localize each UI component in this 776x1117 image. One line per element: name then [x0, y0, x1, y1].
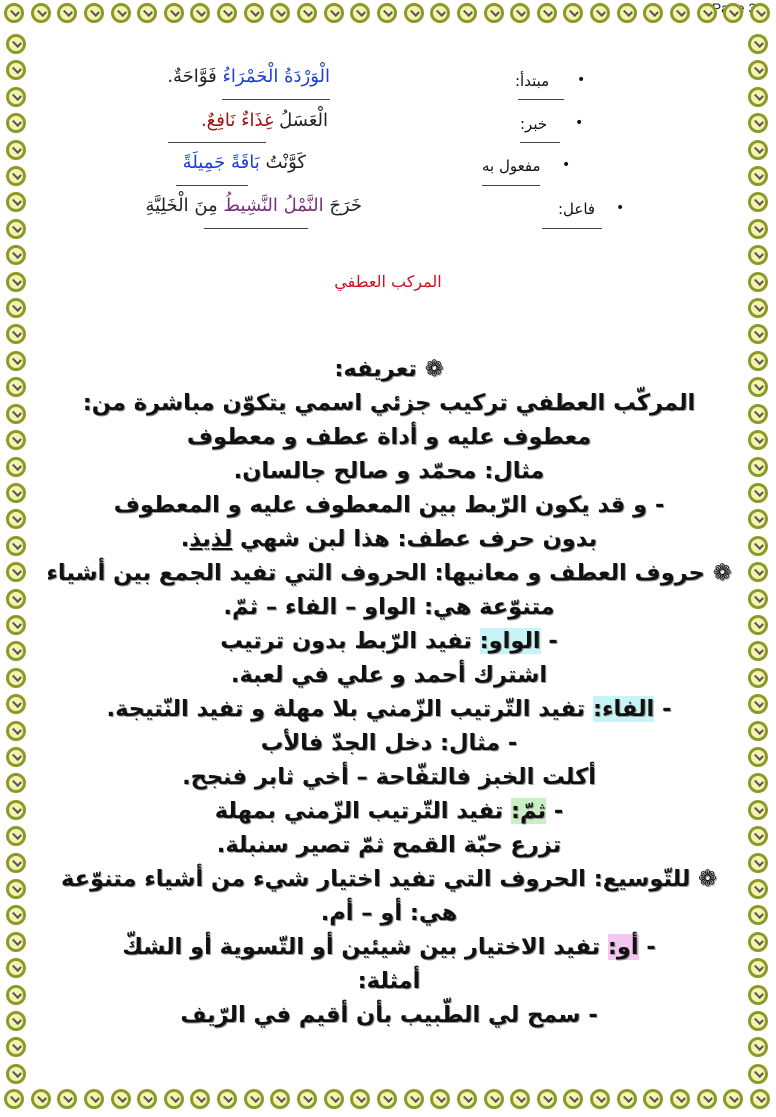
- border-ring-icon: [57, 1089, 77, 1109]
- border-ring-icon: [6, 430, 26, 450]
- border-ring-icon: [6, 192, 26, 212]
- border-ring-icon: [748, 457, 768, 477]
- border-ring-icon: [748, 800, 768, 820]
- border-ring-icon: [6, 166, 26, 186]
- highlighted-phrase: بَاقَةً جَمِيلَةً: [182, 152, 260, 173]
- examples-label: أمثلة:: [357, 968, 421, 994]
- border-ring-icon: [377, 3, 397, 23]
- border-ring-icon: [6, 1011, 26, 1031]
- border-ring-icon: [4, 1089, 24, 1109]
- underline: [222, 99, 330, 100]
- border-right: [748, 34, 774, 1084]
- highlighted-phrase: غِذَاءٌ نَافِعٌ.: [200, 110, 274, 131]
- example-sentence: [176, 152, 306, 173]
- border-ring-icon: [617, 1089, 637, 1109]
- example-label: فاعل:: [558, 200, 596, 218]
- border-ring-icon: [31, 1089, 51, 1109]
- border-ring-icon: [6, 905, 26, 925]
- thumma-line: - ثمّ: تفيد التّرتيب الزّمني بمهلة: [214, 798, 564, 824]
- border-ring-icon: [6, 298, 26, 318]
- border-ring-icon: [748, 351, 768, 371]
- border-ring-icon: [6, 747, 26, 767]
- border-ring-icon: [190, 3, 210, 23]
- border-ring-icon: [6, 1037, 26, 1057]
- border-ring-icon: [6, 324, 26, 344]
- border-ring-icon: [748, 483, 768, 503]
- section-title: المركب العطفي: [334, 272, 442, 291]
- border-ring-icon: [723, 1089, 743, 1109]
- example-label: خبر:: [520, 115, 548, 133]
- border-ring-icon: [748, 562, 768, 582]
- border-ring-icon: [6, 483, 26, 503]
- sentence-rest: فَوَّاحَةٌ.: [167, 66, 223, 87]
- note-line: - و قد يكون الرّبط بين المعطوف عليه و المعطوف: [113, 492, 665, 518]
- underline: [168, 142, 266, 143]
- border-ring-icon: [590, 3, 610, 23]
- border-ring-icon: [430, 1089, 450, 1109]
- highlighted-phrase: النَّمْلُ النَّشِيطُ: [223, 195, 324, 216]
- border-ring-icon: [270, 1089, 290, 1109]
- waw-line: - الواو: تفيد الرّبط بدون ترتيب: [220, 628, 558, 654]
- border-ring-icon: [84, 3, 104, 23]
- bullet-icon: •: [616, 200, 625, 216]
- underline: [520, 142, 560, 143]
- border-ring-icon: [457, 1089, 477, 1109]
- border-ring-icon: [111, 1089, 131, 1109]
- border-ring-icon: [164, 1089, 184, 1109]
- border-ring-icon: [137, 1089, 157, 1109]
- border-ring-icon: [748, 60, 768, 80]
- border-bottom: [4, 1089, 770, 1115]
- border-ring-icon: [723, 3, 743, 23]
- border-ring-icon: [244, 3, 264, 23]
- border-ring-icon: [748, 615, 768, 635]
- border-ring-icon: [6, 562, 26, 582]
- border-ring-icon: [217, 3, 237, 23]
- border-ring-icon: [748, 509, 768, 529]
- border-ring-icon: [748, 430, 768, 450]
- sentence-plain: الْعَسَلُ: [273, 110, 328, 131]
- border-ring-icon: [270, 3, 290, 23]
- underline: [542, 228, 602, 229]
- bullet-icon: •: [575, 115, 584, 131]
- border-ring-icon: [164, 3, 184, 23]
- border-ring-icon: [748, 694, 768, 714]
- border-ring-icon: [750, 3, 770, 23]
- border-ring-icon: [6, 721, 26, 741]
- border-ring-icon: [6, 34, 26, 54]
- last-example: - سمح لي الطّبيب بأن أقيم في الرّيف: [180, 1002, 598, 1028]
- border-ring-icon: [748, 905, 768, 925]
- border-ring-icon: [6, 853, 26, 873]
- sentence-rest: مِنَ الْخَلِيَّةِ: [145, 195, 224, 216]
- sentence-plain: كَوَّنْتُ: [259, 152, 306, 173]
- fa-example-2: أكلت الخبز فالتفّاحة – أخي ثابر فنجح.: [182, 764, 596, 790]
- border-ring-icon: [563, 3, 583, 23]
- components-text: معطوف عليه و أداة عطف و معطوف: [186, 424, 592, 450]
- border-ring-icon: [6, 932, 26, 952]
- border-ring-icon: [324, 1089, 344, 1109]
- example-line: مثال: محمّد و صالح جالسان.: [233, 458, 545, 484]
- border-ring-icon: [748, 404, 768, 424]
- border-ring-icon: [748, 298, 768, 318]
- fa-label: الفاء:: [592, 696, 655, 722]
- fa-line: - الفاء: تفيد التّرتيب الزّمني بلا مهلة و تفيد النّتيجة.: [106, 696, 672, 722]
- border-ring-icon: [6, 668, 26, 688]
- border-ring-icon: [6, 219, 26, 239]
- flower-icon: ❁: [712, 560, 732, 586]
- aw-line: - أو: تفيد الاختيار بين شيئين أو التّسوية أو الشكّ: [122, 934, 656, 960]
- border-ring-icon: [748, 589, 768, 609]
- flower-icon: ❁: [424, 356, 444, 382]
- note-line-2: بدون حرف عطف: هذا لبن شهي لذيذ.: [180, 526, 598, 552]
- border-ring-icon: [6, 879, 26, 899]
- flower-icon: ❁: [698, 866, 718, 892]
- border-ring-icon: [297, 1089, 317, 1109]
- border-ring-icon: [748, 219, 768, 239]
- border-ring-icon: [6, 1064, 26, 1084]
- border-ring-icon: [190, 1089, 210, 1109]
- border-ring-icon: [84, 1089, 104, 1109]
- border-ring-icon: [6, 694, 26, 714]
- fa-example-label: - مثال: دخل الجدّ فالأب: [260, 730, 518, 756]
- border-ring-icon: [6, 958, 26, 978]
- border-ring-icon: [6, 641, 26, 661]
- border-ring-icon: [748, 747, 768, 767]
- border-ring-icon: [748, 932, 768, 952]
- border-ring-icon: [670, 1089, 690, 1109]
- border-ring-icon: [748, 826, 768, 846]
- highlighted-phrase: الْوَرْدَةُ الْحَمْرَاءُ: [222, 66, 330, 87]
- border-ring-icon: [4, 3, 24, 23]
- underline: [518, 99, 564, 100]
- border-ring-icon: [670, 3, 690, 23]
- border-ring-icon: [6, 377, 26, 397]
- border-ring-icon: [643, 3, 663, 23]
- border-ring-icon: [6, 536, 26, 556]
- border-ring-icon: [6, 87, 26, 107]
- border-ring-icon: [350, 1089, 370, 1109]
- border-ring-icon: [6, 509, 26, 529]
- border-ring-icon: [537, 3, 557, 23]
- sentence-plain: خَرَجَ: [323, 195, 362, 216]
- border-ring-icon: [537, 1089, 557, 1109]
- border-ring-icon: [748, 773, 768, 793]
- definition-heading: ❁ تعريفه:: [334, 356, 444, 382]
- expansion-line: ❁ للتّوسيع: الحروف التي تفيد اختيار شيء من أشياء متنوّعة هي: أو – أم.: [60, 866, 718, 926]
- border-ring-icon: [484, 3, 504, 23]
- border-ring-icon: [6, 773, 26, 793]
- border-ring-icon: [748, 245, 768, 265]
- border-ring-icon: [457, 3, 477, 23]
- border-ring-icon: [430, 3, 450, 23]
- underline: [204, 228, 308, 229]
- border-ring-icon: [484, 1089, 504, 1109]
- border-ring-icon: [6, 60, 26, 80]
- border-ring-icon: [6, 245, 26, 265]
- border-ring-icon: [643, 1089, 663, 1109]
- border-ring-icon: [748, 721, 768, 741]
- underline: [176, 185, 248, 186]
- border-ring-icon: [748, 853, 768, 873]
- border-ring-icon: [748, 113, 768, 133]
- bullet-icon: •: [577, 72, 586, 88]
- border-ring-icon: [590, 1089, 610, 1109]
- border-ring-icon: [6, 589, 26, 609]
- border-ring-icon: [748, 1037, 768, 1057]
- border-ring-icon: [510, 1089, 530, 1109]
- border-ring-icon: [563, 1089, 583, 1109]
- border-ring-icon: [510, 3, 530, 23]
- example-label: مبتدأ:: [515, 72, 550, 90]
- letters-heading: ❁ حروف العطف و معانيها: الحروف التي تفيد الجمع بين أشياء متنوّعة هي: الواو – الفاء – ثمّ.: [46, 560, 732, 620]
- border-ring-icon: [748, 879, 768, 899]
- border-ring-icon: [748, 985, 768, 1005]
- waw-example: اشترك أحمد و علي في لعبة.: [230, 662, 548, 688]
- border-ring-icon: [244, 1089, 264, 1109]
- border-ring-icon: [748, 1064, 768, 1084]
- thumma-label: ثمّ:: [510, 798, 547, 824]
- aw-label: أو:: [607, 934, 639, 960]
- example-sentence: [122, 195, 362, 216]
- border-ring-icon: [137, 3, 157, 23]
- border-ring-icon: [617, 3, 637, 23]
- border-ring-icon: [748, 324, 768, 344]
- border-ring-icon: [6, 351, 26, 371]
- example-sentence: [140, 66, 330, 87]
- border-ring-icon: [6, 457, 26, 477]
- border-ring-icon: [748, 377, 768, 397]
- border-ring-icon: [748, 192, 768, 212]
- thumma-example: تزرع حبّة القمح ثمّ تصير سنبلة.: [216, 832, 562, 858]
- border-ring-icon: [6, 615, 26, 635]
- border-ring-icon: [377, 1089, 397, 1109]
- definition-text: المركّب العطفي تركيب جزئي اسمي يتكوّن مباشرة من:: [82, 390, 696, 416]
- border-ring-icon: [217, 1089, 237, 1109]
- border-ring-icon: [350, 3, 370, 23]
- border-ring-icon: [6, 826, 26, 846]
- border-ring-icon: [750, 1089, 770, 1109]
- border-ring-icon: [111, 3, 131, 23]
- example-sentence: [168, 110, 328, 131]
- border-ring-icon: [6, 140, 26, 160]
- border-ring-icon: [31, 3, 51, 23]
- waw-label: الواو:: [479, 628, 541, 654]
- border-ring-icon: [6, 404, 26, 424]
- border-left: [6, 34, 32, 1084]
- lesson-body: [44, 352, 734, 1032]
- border-ring-icon: [748, 34, 768, 54]
- border-ring-icon: [748, 166, 768, 186]
- border-ring-icon: [748, 140, 768, 160]
- border-ring-icon: [6, 985, 26, 1005]
- border-ring-icon: [6, 113, 26, 133]
- border-ring-icon: [697, 1089, 717, 1109]
- border-ring-icon: [6, 800, 26, 820]
- border-ring-icon: [748, 668, 768, 688]
- border-ring-icon: [57, 3, 77, 23]
- bullet-icon: •: [562, 157, 571, 173]
- example-label: مفعول به: [482, 157, 541, 175]
- border-ring-icon: [748, 641, 768, 661]
- border-ring-icon: [748, 958, 768, 978]
- border-ring-icon: [404, 1089, 424, 1109]
- border-ring-icon: [324, 3, 344, 23]
- border-ring-icon: [748, 87, 768, 107]
- border-top: [4, 3, 770, 29]
- border-ring-icon: [748, 536, 768, 556]
- border-ring-icon: [297, 3, 317, 23]
- border-ring-icon: [404, 3, 424, 23]
- border-ring-icon: [748, 1011, 768, 1031]
- underline: [482, 185, 540, 186]
- border-ring-icon: [697, 3, 717, 23]
